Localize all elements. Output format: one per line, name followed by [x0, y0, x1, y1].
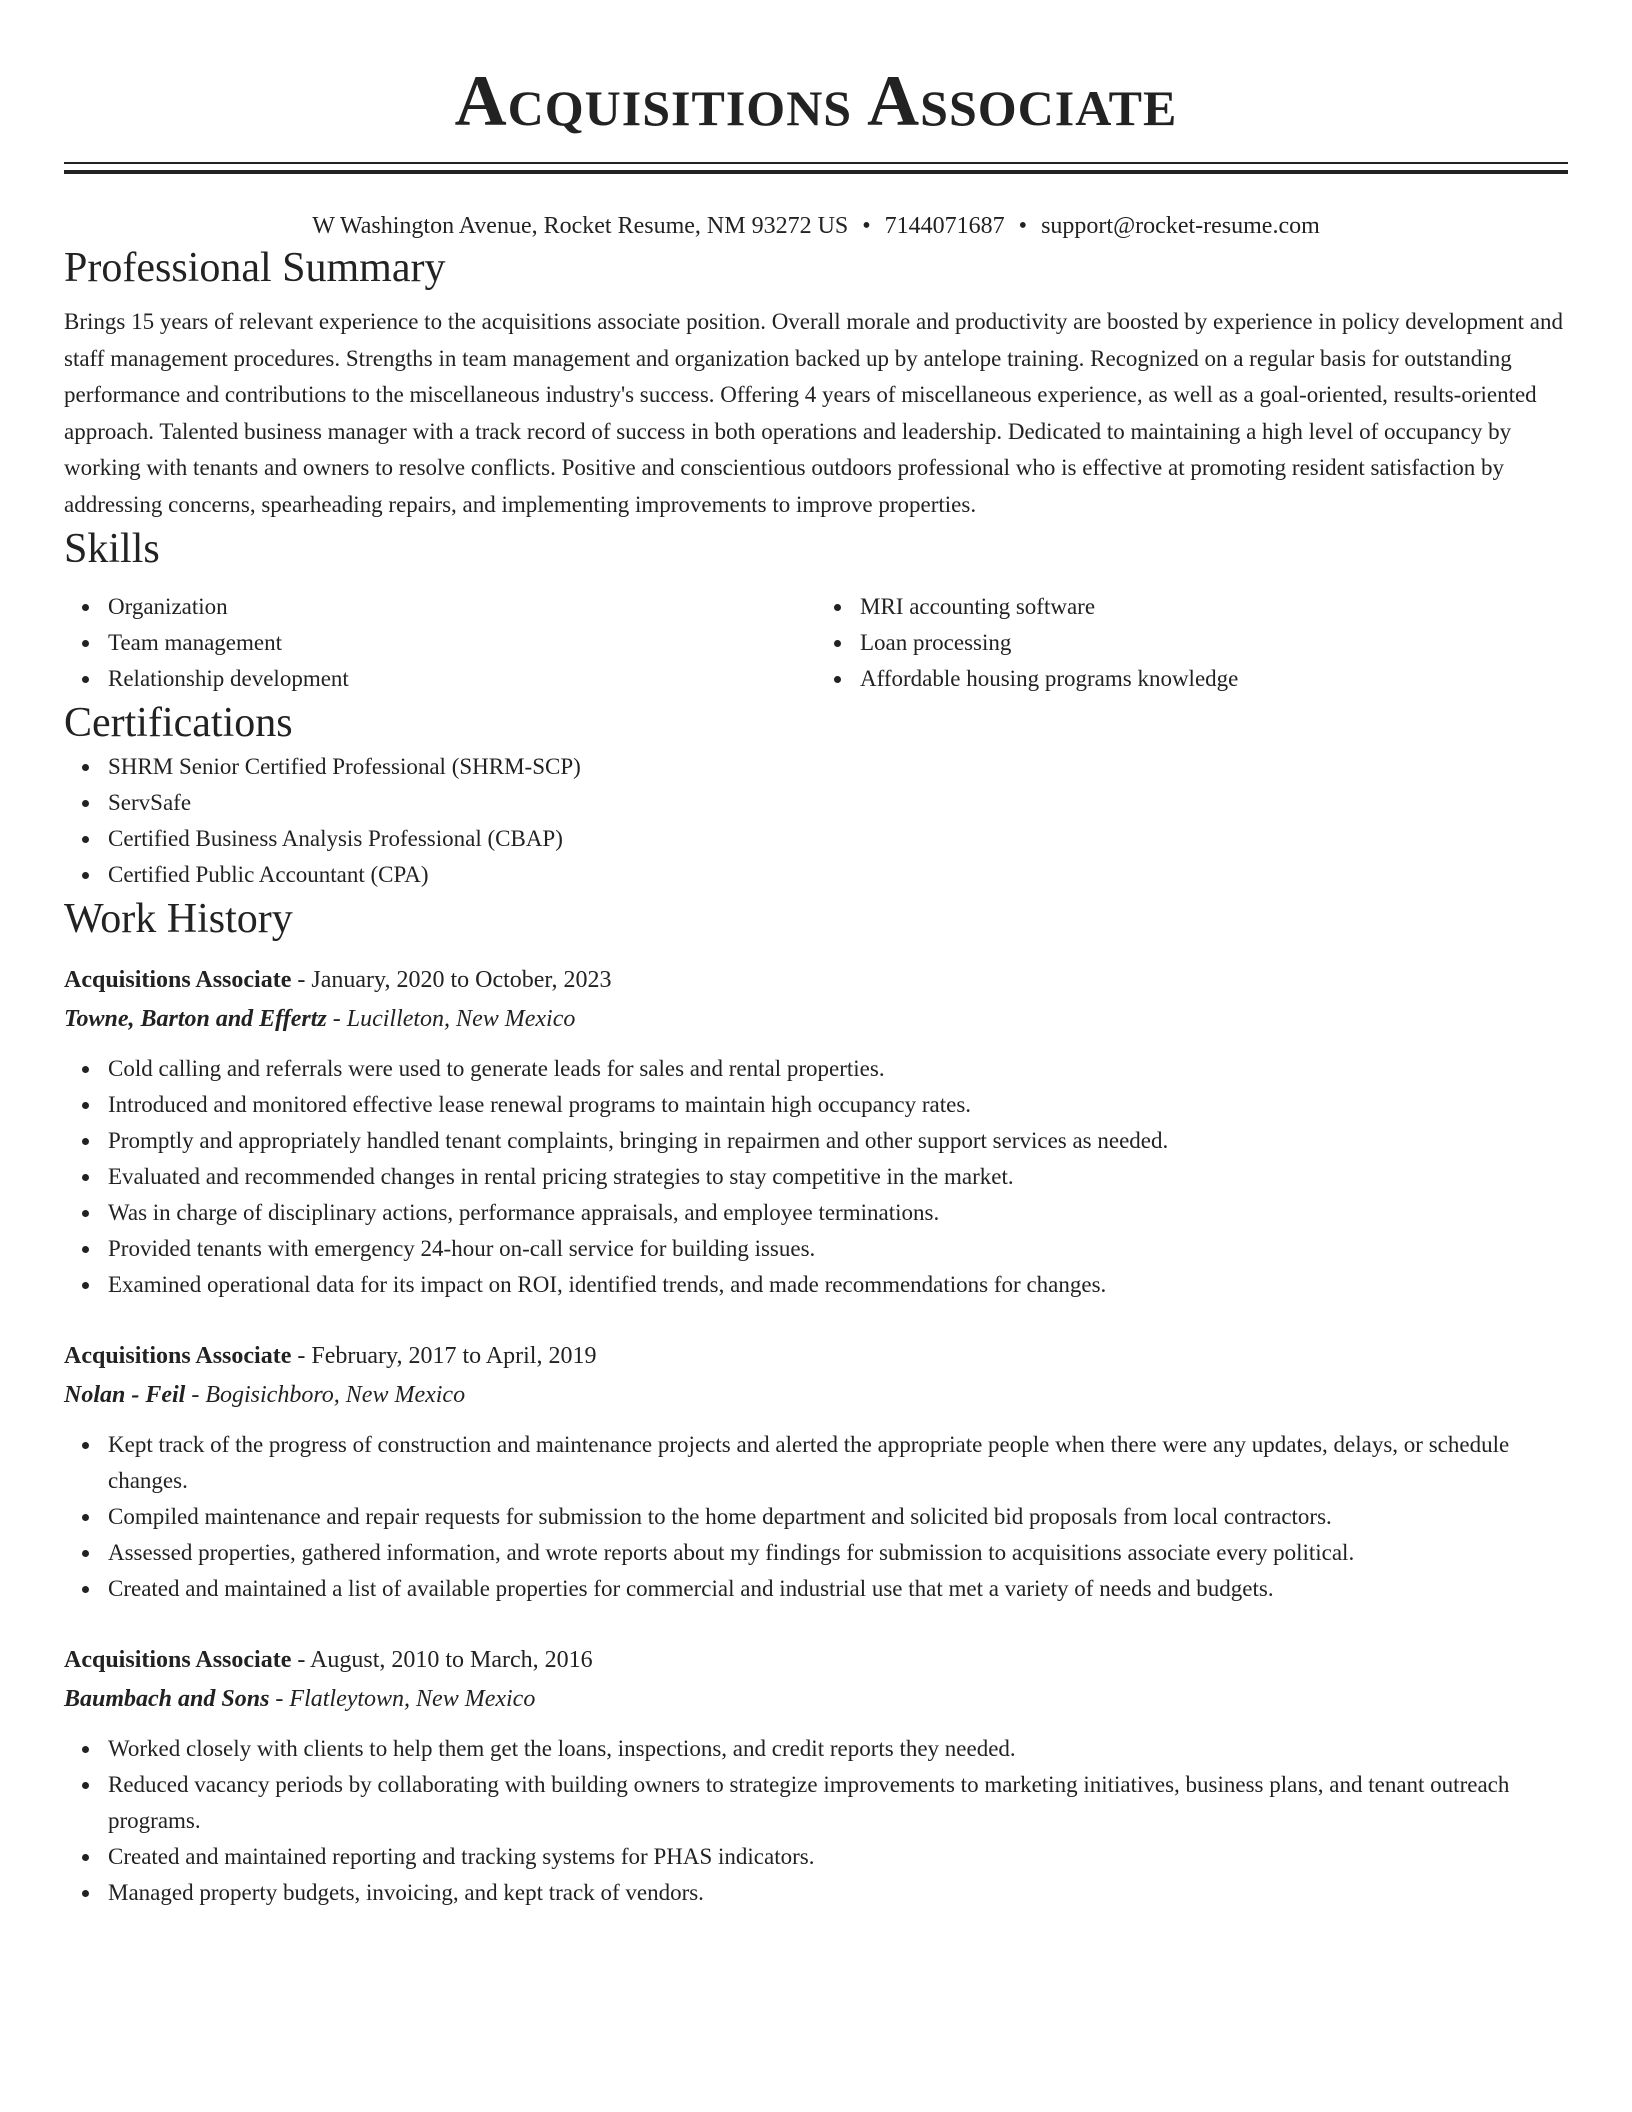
- job-bullet: Created and maintained a list of available properties for commercial and industrial use that met a variety of needs and budgets.: [108, 1571, 1568, 1607]
- certification-item: SHRM Senior Certified Professional (SHRM-SCP): [108, 749, 1568, 785]
- job-bullet: Cold calling and referrals were used to generate leads for sales and rental properties.: [108, 1051, 1568, 1087]
- job-bullet: Kept track of the progress of construction and maintenance projects and alerted the appropriate people when there were any updates, delays, or schedule changes.: [108, 1427, 1568, 1499]
- job-bullet: Reduced vacancy periods by collaborating with building owners to strategize improvements to marketing initiatives, business plans, and tenant outreach programs.: [108, 1767, 1568, 1839]
- job-bullets: [64, 1051, 1568, 1303]
- title-divider: [64, 162, 1568, 174]
- skill-item: Relationship development: [108, 661, 816, 697]
- job-bullet: Introduced and monitored effective lease renewal programs to maintain high occupancy rates.: [108, 1087, 1568, 1123]
- job-bullet: Provided tenants with emergency 24-hour on-call service for building issues.: [108, 1231, 1568, 1267]
- job-bullet: Created and maintained reporting and tracking systems for PHAS indicators.: [108, 1839, 1568, 1875]
- certification-item: Certified Business Analysis Professional (CBAP): [108, 821, 1568, 857]
- job-dash: -: [326, 1006, 347, 1032]
- job-location: Bogisichboro, New Mexico: [205, 1382, 466, 1408]
- skill-item: Organization: [108, 589, 816, 625]
- job-bullets: [64, 1731, 1568, 1911]
- skills-columns: [64, 589, 1568, 697]
- job-title-line: [64, 961, 1568, 999]
- job-company: Baumbach and Sons: [64, 1686, 270, 1712]
- contact-line: [64, 210, 1568, 242]
- certification-item: ServSafe: [108, 785, 1568, 821]
- job-dash: -: [291, 1647, 311, 1673]
- skills-heading: Skills: [64, 526, 160, 572]
- job-dash: -: [185, 1382, 206, 1408]
- job-bullet: Compiled maintenance and repair requests for submission to the home department and solicited bid proposals from local contractors.: [108, 1499, 1568, 1535]
- job-location: Lucilleton, New Mexico: [346, 1006, 576, 1032]
- job-company-line: [64, 1679, 1568, 1719]
- skill-item: Loan processing: [860, 625, 1568, 661]
- contact-address: W Washington Avenue, Rocket Resume, NM 93272 US: [312, 213, 849, 239]
- job-location: Flatleytown, New Mexico: [289, 1686, 536, 1712]
- job-dates: January, 2020 to October, 2023: [311, 967, 612, 993]
- job-entry: [64, 1337, 1568, 1607]
- contact-separator: •: [1018, 213, 1028, 239]
- job-bullet: Was in charge of disciplinary actions, performance appraisals, and employee terminations.: [108, 1195, 1568, 1231]
- job-dash: -: [291, 1343, 312, 1369]
- job-entry: [64, 961, 1568, 1303]
- job-role: Acquisitions Associate: [64, 1647, 292, 1673]
- job-bullet: Examined operational data for its impact on ROI, identified trends, and made recommendations for changes.: [108, 1267, 1568, 1303]
- job-company-line: [64, 1375, 1568, 1415]
- skill-item: Team management: [108, 625, 816, 661]
- job-bullet: Assessed properties, gathered information, and wrote reports about my findings for submission to acquisitions associate every political.: [108, 1535, 1568, 1571]
- job-bullet: Worked closely with clients to help them get the loans, inspections, and credit reports they needed.: [108, 1731, 1568, 1767]
- job-bullet: Promptly and appropriately handled tenant complaints, bringing in repairmen and other support services as needed.: [108, 1123, 1568, 1159]
- job-title-line: [64, 1337, 1568, 1375]
- skill-item: Affordable housing programs knowledge: [860, 661, 1568, 697]
- job-dash: -: [291, 967, 312, 993]
- job-company: Nolan - Feil: [64, 1382, 186, 1408]
- certifications-list: [64, 749, 1568, 893]
- summary-text: Brings 15 years of relevant experience to the acquisitions associate position. Overall morale and productivity are boosted by experience in policy development and staff management procedures. Strengths in team management and organization backed up by antelope training. Recognized on a regular basis for outstanding performance and contributions to the miscellaneous industry's success. Offering 4 years of miscellaneous experience, as well as a goal-oriented, results-oriented approach. Talented business manager with a track record of success in both operations and leadership. Dedicated to maintaining a high level of occupancy by working with tenants and owners to resolve conflicts. Positive and conscientious outdoors professional who is effective at promoting resident satisfaction by addressing concerns, spearheading repairs, and implementing improvements to improve properties.: [64, 309, 1563, 517]
- certifications-heading: Certifications: [64, 700, 293, 746]
- job-company: Towne, Barton and Effertz: [64, 1006, 327, 1032]
- job-bullets: [64, 1427, 1568, 1607]
- certification-item: Certified Public Accountant (CPA): [108, 857, 1568, 893]
- job-entry: [64, 1641, 1568, 1911]
- job-title-line: [64, 1641, 1568, 1679]
- skill-item: MRI accounting software: [860, 589, 1568, 625]
- job-role: Acquisitions Associate: [64, 967, 292, 993]
- contact-phone: 7144071687: [884, 213, 1005, 239]
- job-company-line: [64, 999, 1568, 1039]
- job-role: Acquisitions Associate: [64, 1343, 292, 1369]
- job-bullet: Managed property budgets, invoicing, and kept track of vendors.: [108, 1875, 1568, 1911]
- skills-list-left: [64, 589, 816, 697]
- contact-email: support@rocket-resume.com: [1041, 213, 1320, 239]
- skills-list-right: [816, 589, 1568, 697]
- job-dates: February, 2017 to April, 2019: [311, 1343, 597, 1369]
- job-dash: -: [269, 1686, 290, 1712]
- resume-title: Acquisitions Associate: [454, 61, 1178, 141]
- job-bullet: Evaluated and recommended changes in rental pricing strategies to stay competitive in the market.: [108, 1159, 1568, 1195]
- job-dates: August, 2010 to March, 2016: [310, 1647, 593, 1673]
- contact-separator: •: [862, 213, 871, 239]
- summary-heading: Professional Summary: [64, 245, 446, 291]
- work-history-heading: Work History: [64, 896, 293, 942]
